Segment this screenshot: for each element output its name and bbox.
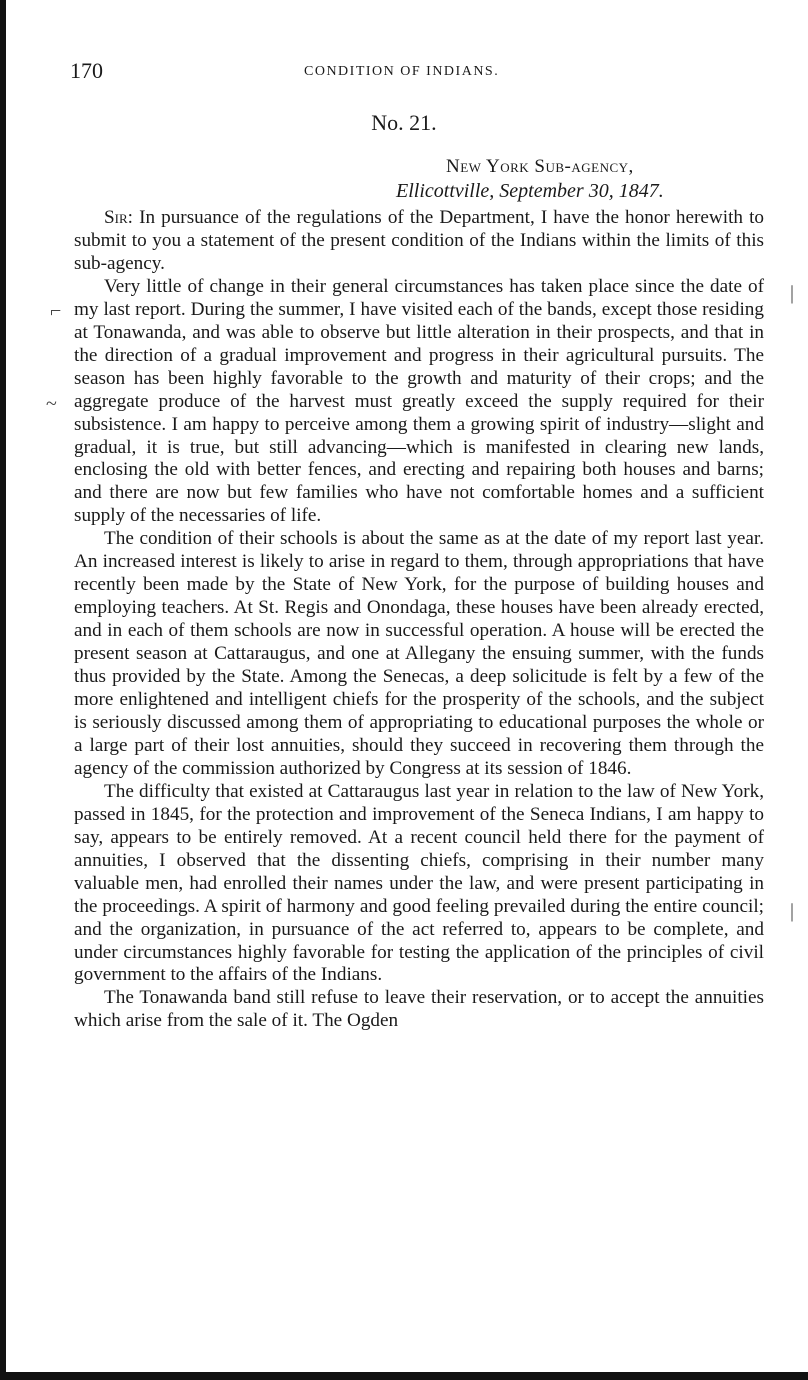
paragraph-5: The Tonawanda band still refuse to leave their reservation, or to accept the annuities which arise from the sale of it. The Ogden: [74, 987, 764, 1032]
page-bottom-edge: [0, 1372, 808, 1380]
paragraph-1-text: In pursuance of the regulations of the Department, I have the honor herewith to submit to you a statement of the present condition of the Indians within the limits of this sub-agency.: [74, 207, 764, 274]
place-date-line: Ellicottville, September 30, 1847.: [396, 180, 664, 202]
margin-mark-right-1: |: [790, 282, 795, 304]
letter-body: [74, 207, 764, 1033]
paragraph-4: The difficulty that existed at Cattaraugus last year in relation to the law of New York, passed in 1845, for the protection and improvement of the Seneca Indians, I am happy to say, appears to be entirely removed. At a recent council held there for the payment of annuities, I observed that the dissenting chiefs, comprising in their number many valuable men, had enrolled their names under the law, and were present participating in the proceedings. A spirit of harmony and good feeling prevailed during the entire council; and the organization, in pursuance of the act referred to, appears to be complete, and under circumstances highly favorable for testing the application of the principles of civil government to the affairs of the Indians.: [74, 780, 764, 986]
page-number: 170: [70, 58, 103, 83]
paragraph-1: [74, 207, 764, 276]
agency-line: New York Sub-agency,: [446, 156, 634, 177]
margin-mark-right-2: |: [790, 900, 795, 922]
page-edge: [0, 0, 6, 1380]
running-head: CONDITION OF INDIANS.: [304, 64, 500, 79]
page-header: [70, 58, 770, 88]
salutation: Sir:: [104, 207, 134, 228]
paragraph-2: Very little of change in their general circumstances has taken place since the date of my last report. During the summer, I have visited each of the bands, except those residing at Tonawanda, and was able to observe but little alteration in their prospects, and that in the direction of a gradual improvement and progress in their agricultural pursuits. The season has been highly favorable to the growth and maturity of their crops; and the aggregate produce of the harvest must greatly exceed the supply required for their subsistence. I am happy to perceive among them a growing spirit of industry—slight and gradual, it is true, but still advancing—which is manifested in clearing new lands, enclosing the old with better fences, and erecting and repairing both houses and barns; and there are now but few families who have not comfortable homes and a sufficient supply of the necessaries of life.: [74, 275, 764, 527]
document-number: No. 21.: [371, 110, 437, 135]
margin-mark-left-2: ~: [46, 393, 57, 415]
paragraph-3: The condition of their schools is about the same as at the date of my report last year. An increased interest is likely to arise in regard to them, through appropriations that have recently been made by the State of New York, for the purpose of building houses and employing teachers. At St. Regis and Onondaga, these houses have been already erected, and in each of them schools are now in successful operation. A house will be erected the present season at Cattaraugus, and one at Allegany the ensuing summer, with the funds thus provided by the State. Among the Senecas, a deep solicitude is felt by a few of the more enlightened and intelligent chiefs for the prosperity of the schools, and the subject is seriously discussed among them of appropriating to educational purposes the whole or a large part of their lost annuities, should they succeed in recovering them through the agency of the commission authorized by Congress at its session of 1846.: [74, 528, 764, 779]
margin-mark-left-1: ⌐: [50, 300, 62, 322]
